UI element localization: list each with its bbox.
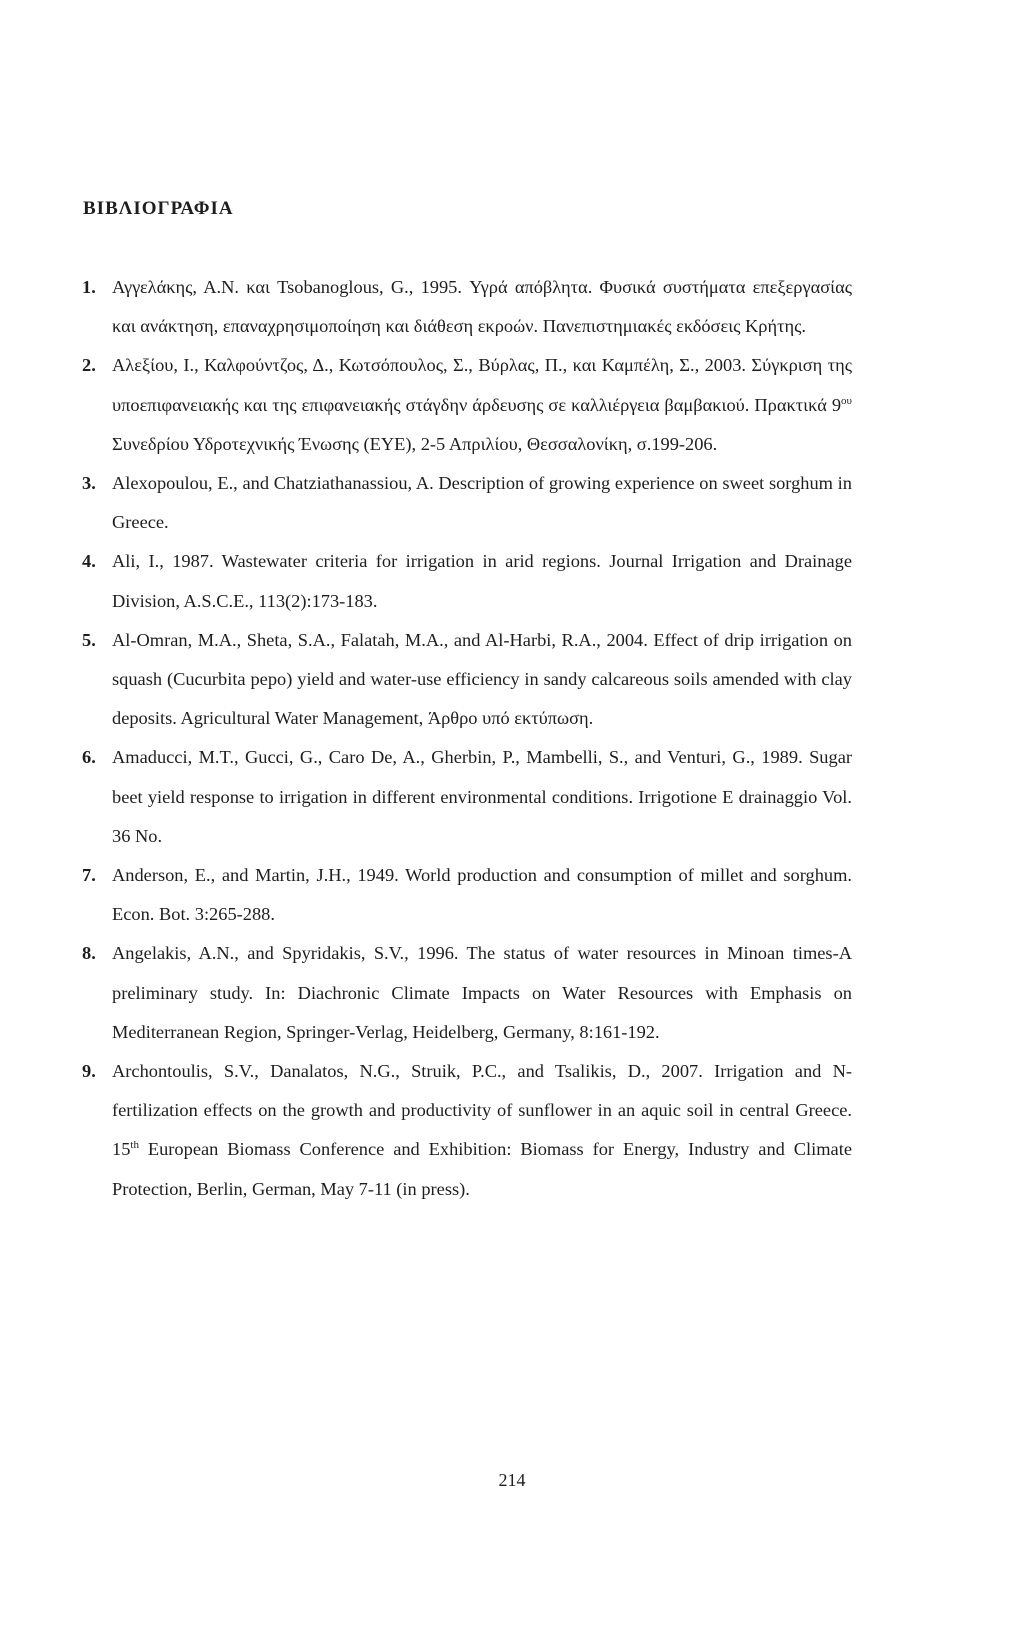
reference-number: 4. [82, 551, 96, 572]
reference-item [82, 268, 852, 346]
reference-text: Amaducci, M.T., Gucci, G., Caro De, A., Gherbin, P., Mambelli, S., and Venturi, G., 1989. Sugar beet yield response to irrigation in different environmental conditions. Irrigotione E drainaggio Vol. 36 No. [112, 747, 852, 846]
reference-number: 5. [82, 629, 96, 650]
reference-text: Al-Omran, M.A., Sheta, S.A., Falatah, M.A., and Al-Harbi, R.A., 2004. Effect of drip irrigation on squash (Cucurbita pepo) yield and water-use efficiency in sandy calcareous soils amended with clay deposits. Agricultural Water Management, Άρθρο υπό εκτύπωση. [112, 629, 852, 729]
reference-number: 3. [82, 473, 96, 494]
reference-text: Αλεξίου, Ι., Καλφούντζος, Δ., Κωτσόπουλος, Σ., Βύρλας, Π., και Καμπέλη, Σ., 2003. Σύγκριση της υποεπιφανειακής και της επιφανειακής στάγδην άρδευσης σε καλλιέργεια βαμβακιού. Πρακτικά 9 [112, 355, 852, 415]
reference-item [82, 738, 852, 856]
bibliography-heading: ΒΙΒΛΙΟΓΡΑΦΙΑ [83, 198, 234, 219]
reference-text: Angelakis, A.N., and Spyridakis, S.V., 1996. The status of water resources in Minoan times-A preliminary study. In: Diachronic Climate Impacts on Water Resources with Emphasis on Mediterranean Region, Springer-Verlag, Heidelberg, Germany, 8:161-192. [112, 943, 852, 1042]
reference-number: 2. [82, 355, 96, 376]
reference-text-cont: Συνεδρίου Υδροτεχνικής Ένωσης (ΕΥΕ), 2-5 Απριλίου, Θεσσαλονίκη, σ.199-206. [112, 433, 718, 454]
reference-text: Alexopoulou, E., and Chatziathanassiou, A. Description of growing experience on sweet sorghum in Greece. [112, 473, 852, 533]
reference-number: 9. [82, 1061, 96, 1082]
superscript: th [130, 1139, 139, 1152]
reference-text-cont: European Biomass Conference and Exhibition: Biomass for Energy, Industry and Climate Protection, Berlin, German, May 7-11 (in press). [112, 1139, 852, 1199]
superscript: ου [841, 394, 852, 407]
reference-item [82, 464, 852, 542]
reference-item [82, 856, 852, 934]
reference-item [82, 1052, 852, 1209]
reference-list [82, 268, 852, 1209]
reference-item [82, 346, 852, 464]
reference-number: 1. [82, 277, 96, 297]
reference-text: Anderson, E., and Martin, J.H., 1949. World production and consumption of millet and sorghum. Econ. Bot. 3:265-288. [112, 865, 852, 925]
reference-number: 7. [82, 865, 96, 886]
reference-number: 6. [82, 747, 96, 768]
reference-item [82, 621, 852, 739]
reference-text: Archontoulis, S.V., Danalatos, N.G., Struik, P.C., and Tsalikis, D., 2007. Irrigation and N-fertilization effects on the growth and productivity of sunflower in an aquic soil in central Greece. 15 [112, 1061, 852, 1160]
reference-item [82, 542, 852, 620]
reference-item [82, 934, 852, 1052]
reference-number: 8. [82, 943, 96, 964]
reference-text: Ali, I., 1987. Wastewater criteria for irrigation in arid regions. Journal Irrigation and Drainage Division, A.S.C.E., 113(2):173-183. [112, 551, 852, 611]
page-number: 214 [498, 1470, 526, 1490]
reference-text: Αγγελάκης, Α.Ν. και Tsobanoglous, G., 1995. Υγρά απόβλητα. Φυσικά συστήματα επεξεργασίας και ανάκτηση, επαναχρησιμοποίηση και διάθεση εκροών. Πανεπιστημιακές εκδόσεις Κρήτης. [112, 277, 852, 337]
